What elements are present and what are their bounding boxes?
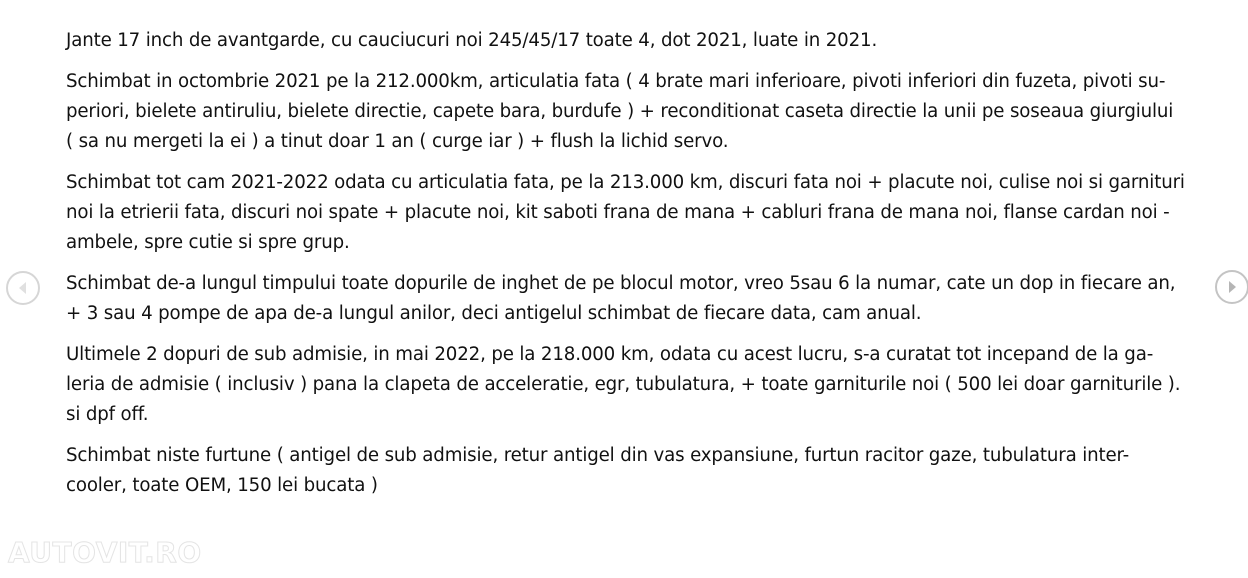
paragraph — [66, 26, 1196, 56]
previous-image-button[interactable] — [6, 271, 40, 305]
watermark-logo: AUTOVIT.RO — [8, 536, 202, 569]
paragraph-line: ( sa nu mergeti la ei ) a tinut doar 1 an ( curge iar ) + flush la lichid servo. — [66, 131, 729, 152]
paragraph-line: Schimbat de-a lungul timpului toate dopurile de inghet de pe blocul motor, vreo 5sau 6 la numar, cate un dop in fiecare an, — [66, 273, 1176, 294]
paragraph-line: Ultimele 2 dopuri de sub admisie, in mai 2022, pe la 218.000 km, odata cu acest lucru, s-a curatat tot incepand de la ga- — [66, 344, 1154, 365]
chevron-left-icon — [16, 281, 30, 295]
paragraph — [66, 340, 1196, 430]
paragraph-line: + 3 sau 4 pompe de apa de-a lungul anilor, deci antigelul schimbat de fiecare data, cam anual. — [66, 303, 922, 324]
paragraph-line: periori, bielete antiruliu, bielete directie, capete bara, burdufe ) + reconditionat caseta directie la unii pe soseaua giurgiului — [66, 101, 1174, 122]
paragraph-line: Schimbat in octombrie 2021 pe la 212.000km, articulatia fata ( 4 brate mari inferioare, pivoti inferiori din fuzeta, pivoti su- — [66, 71, 1166, 92]
paragraph — [66, 168, 1196, 258]
paragraph-line: cooler, toate OEM, 150 lei bucata ) — [66, 475, 378, 496]
paragraph-line: si dpf off. — [66, 404, 149, 425]
paragraph — [66, 441, 1196, 501]
paragraph-line: ambele, spre cutie si spre grup. — [66, 232, 350, 253]
paragraph-line: Schimbat niste furtune ( antigel de sub admisie, retur antigel din vas expansiune, furtun racitor gaze, tubulatura inter- — [66, 445, 1130, 466]
paragraph-line: noi la etrierii fata, discuri noi spate + placute noi, kit saboti frana de mana + cabluri frana de mana noi, flanse cardan noi - — [66, 202, 1170, 223]
paragraph — [66, 67, 1196, 157]
paragraph-line: leria de admisie ( inclusiv ) pana la clapeta de acceleratie, egr, tubulatura, + toate garniturile noi ( 500 lei doar garniturile ). — [66, 374, 1181, 395]
chevron-right-icon — [1225, 280, 1239, 294]
next-image-button[interactable] — [1215, 270, 1248, 304]
paragraph-line: Schimbat tot cam 2021-2022 odata cu articulatia fata, pe la 213.000 km, discuri fata noi + placute noi, culise noi si garnituri — [66, 172, 1185, 193]
paragraph — [66, 269, 1196, 329]
paragraph-line: Jante 17 inch de avantgarde, cu cauciucuri noi 245/45/17 toate 4, dot 2021, luate in 2021. — [66, 30, 878, 51]
listing-description — [66, 26, 1196, 512]
